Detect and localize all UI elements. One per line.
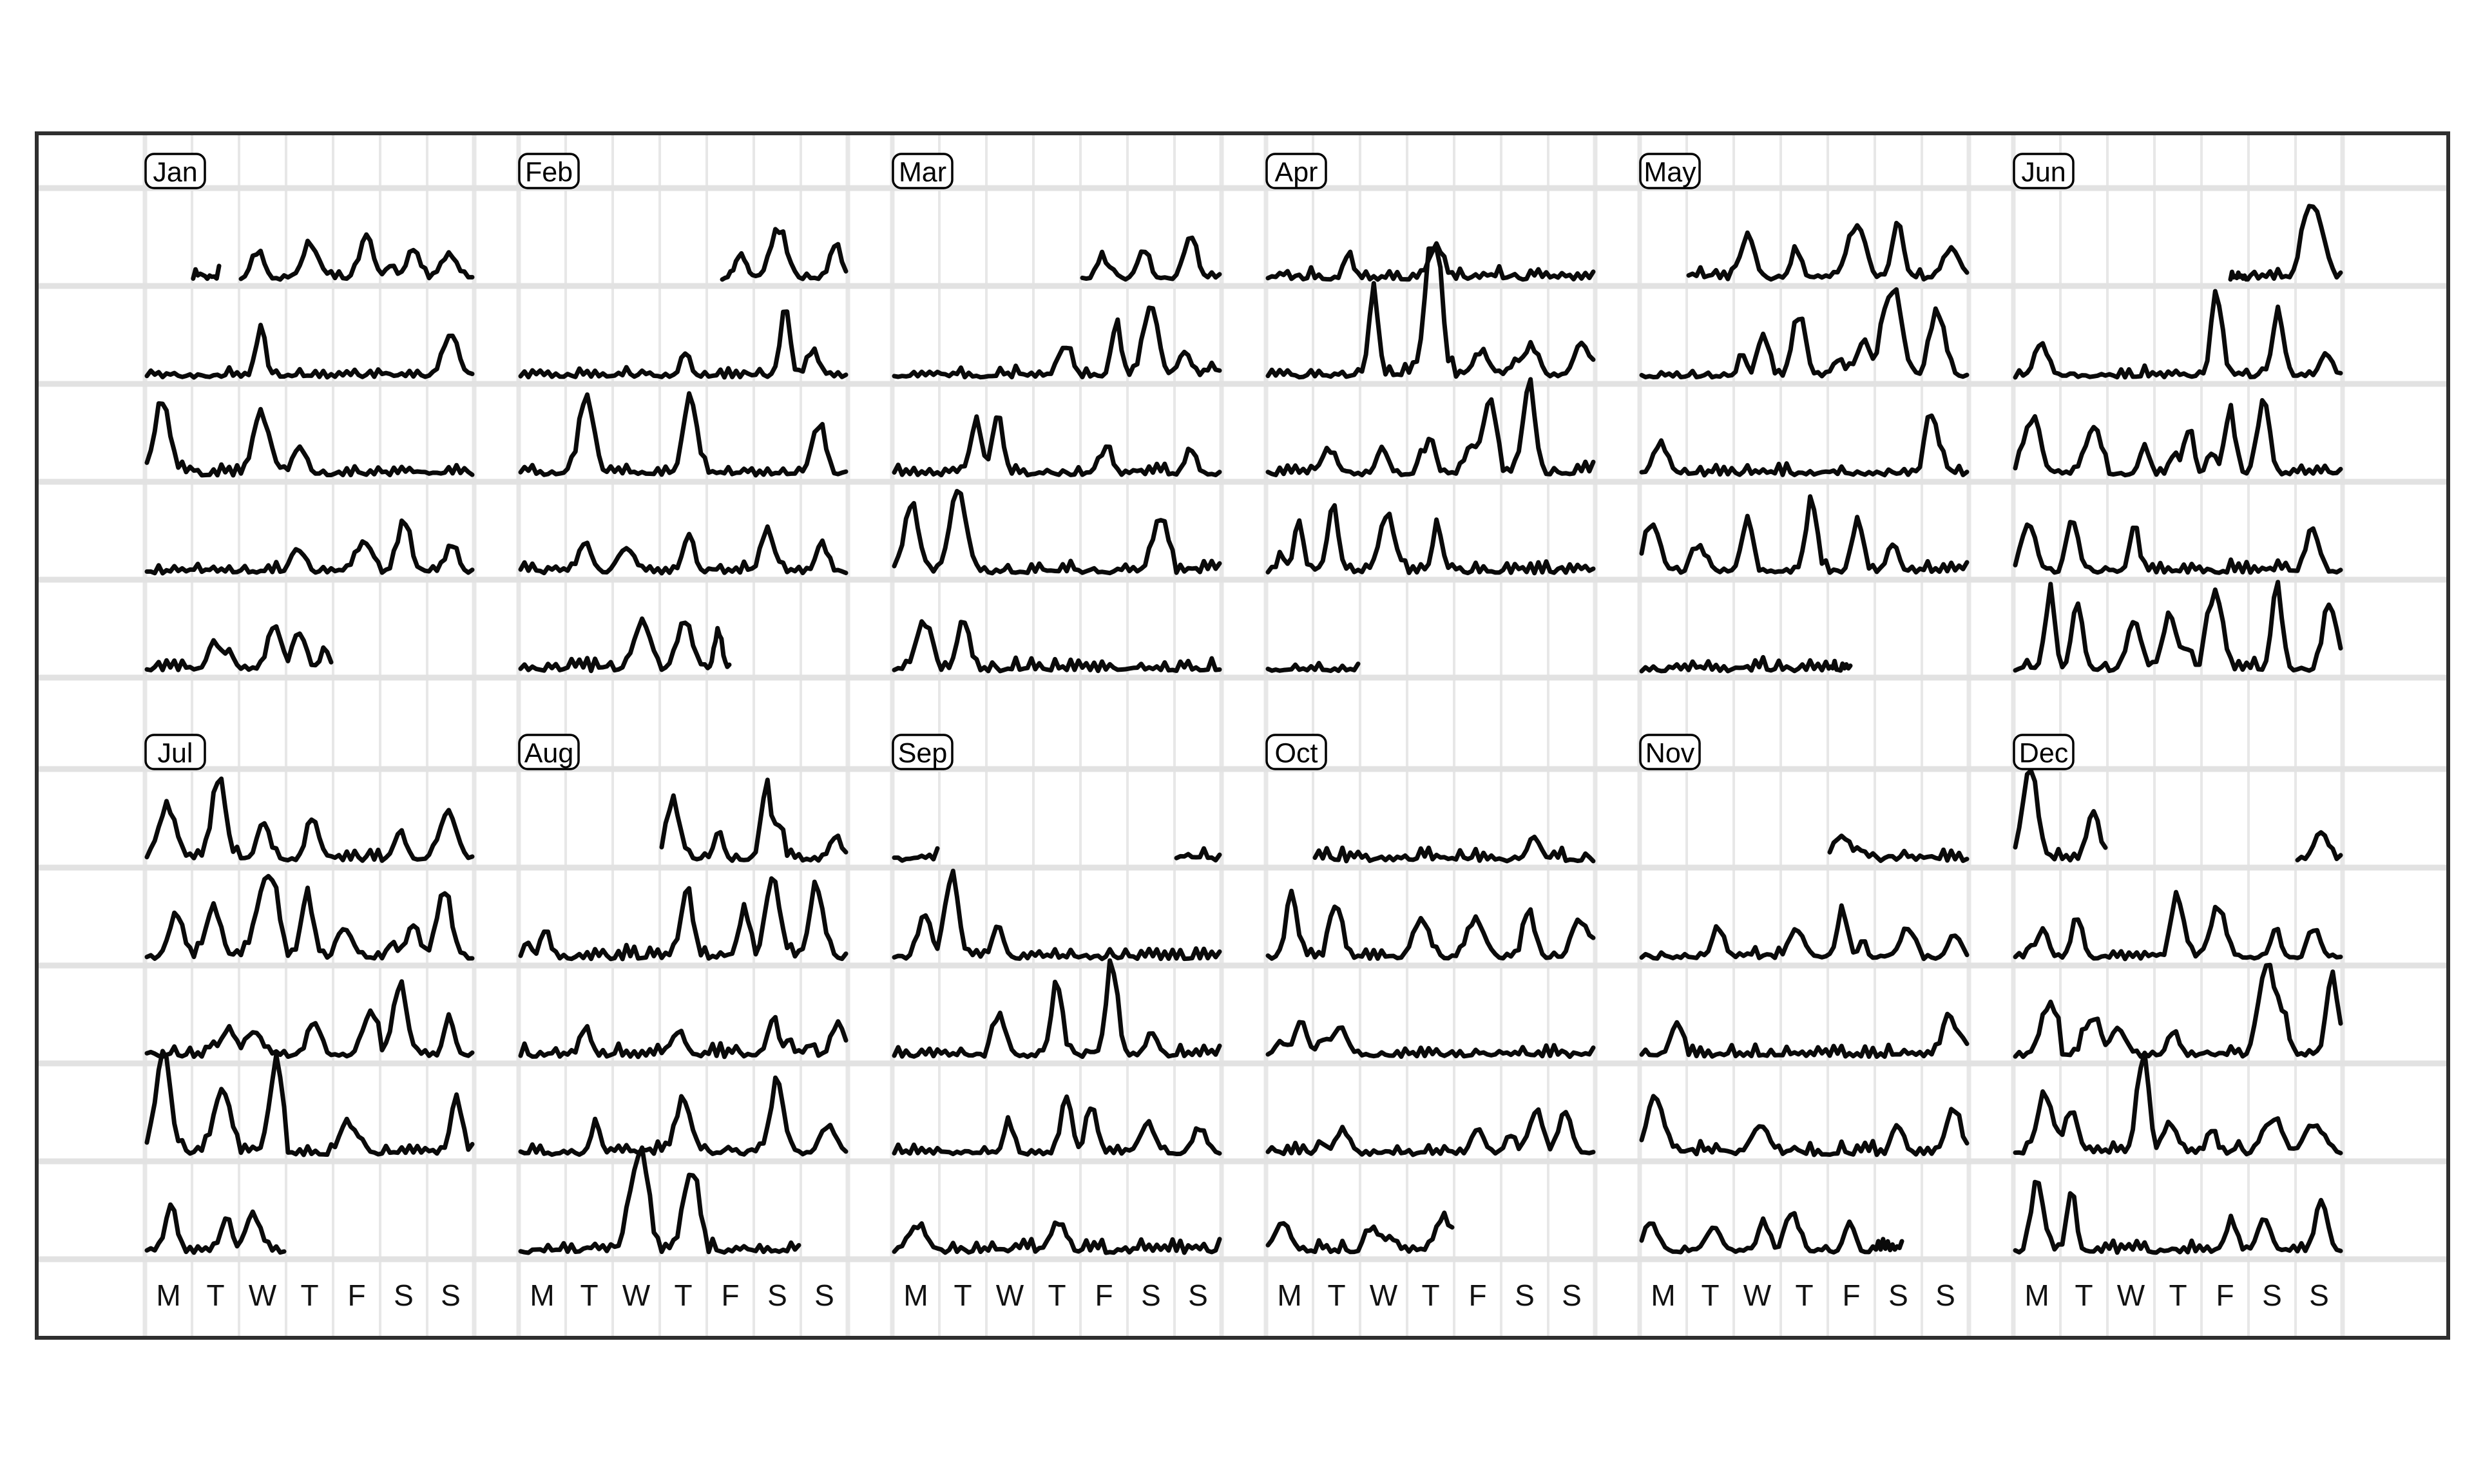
weekday-label-2: W xyxy=(995,1279,1024,1312)
weekday-label-2: W xyxy=(2116,1279,2145,1312)
weekday-label-1: T xyxy=(2075,1279,2093,1312)
weekday-label-6: S xyxy=(814,1279,834,1312)
weekday-label-4: F xyxy=(1842,1279,1861,1312)
weekday-label-6: S xyxy=(1935,1279,1955,1312)
weekday-label-4: F xyxy=(1468,1279,1487,1312)
month-label-aug xyxy=(519,735,579,769)
month-label-may xyxy=(1640,154,1700,188)
weekday-label-0: M xyxy=(2024,1279,2049,1312)
weekday-label-6: S xyxy=(1562,1279,1582,1312)
weekday-label-5: S xyxy=(2262,1279,2282,1312)
weekday-label-3: T xyxy=(2169,1279,2187,1312)
month-label-text: Aug xyxy=(524,737,574,769)
month-label-text: Apr xyxy=(1274,157,1318,188)
month-label-feb xyxy=(519,154,579,188)
weekday-label-1: T xyxy=(1327,1279,1346,1312)
month-label-oct xyxy=(1267,735,1326,769)
weekday-label-0: M xyxy=(1277,1279,1302,1312)
weekday-label-4: F xyxy=(2216,1279,2234,1312)
month-label-text: Oct xyxy=(1274,737,1318,769)
weekday-label-0: M xyxy=(530,1279,555,1312)
month-label-text: Nov xyxy=(1645,737,1695,769)
month-label-sep xyxy=(893,735,952,769)
month-label-jul xyxy=(146,735,205,769)
month-label-text: Mar xyxy=(898,157,947,188)
weekday-label-2: W xyxy=(1743,1279,1772,1312)
weekday-label-5: S xyxy=(1515,1279,1535,1312)
weekday-label-0: M xyxy=(903,1279,928,1312)
weekday-label-5: S xyxy=(394,1279,414,1312)
month-label-text: Feb xyxy=(524,157,573,188)
month-label-text: Dec xyxy=(2019,737,2069,769)
weekday-label-2: W xyxy=(1369,1279,1398,1312)
month-label-jan xyxy=(146,154,205,188)
weekday-label-3: T xyxy=(300,1279,319,1312)
month-label-text: Sep xyxy=(897,737,948,769)
weekday-label-3: T xyxy=(1048,1279,1066,1312)
month-label-text: Jul xyxy=(157,737,193,769)
month-label-text: Jun xyxy=(2021,157,2066,188)
weekday-label-1: T xyxy=(1701,1279,1720,1312)
weekday-label-1: T xyxy=(580,1279,599,1312)
month-label-text: May xyxy=(1644,157,1696,188)
weekday-label-6: S xyxy=(441,1279,461,1312)
weekday-label-2: W xyxy=(248,1279,277,1312)
weekday-label-0: M xyxy=(156,1279,181,1312)
weekday-label-3: T xyxy=(1795,1279,1814,1312)
weekday-label-4: F xyxy=(1095,1279,1113,1312)
weekday-label-5: S xyxy=(767,1279,787,1312)
weekday-label-3: T xyxy=(674,1279,693,1312)
weekday-label-5: S xyxy=(1888,1279,1908,1312)
weekday-label-5: S xyxy=(1141,1279,1161,1312)
weekday-label-2: W xyxy=(622,1279,651,1312)
month-label-mar xyxy=(893,154,952,188)
weekday-label-3: T xyxy=(1421,1279,1440,1312)
weekday-label-1: T xyxy=(206,1279,225,1312)
weekday-label-0: M xyxy=(1651,1279,1676,1312)
weekday-label-4: F xyxy=(347,1279,366,1312)
weekday-label-6: S xyxy=(2309,1279,2329,1312)
month-label-nov xyxy=(1640,735,1700,769)
month-label-jun xyxy=(2014,154,2073,188)
weekday-label-1: T xyxy=(954,1279,972,1312)
month-label-dec xyxy=(2014,735,2073,769)
month-label-apr xyxy=(1267,154,1326,188)
month-label-text: Jan xyxy=(153,157,198,188)
weekday-label-4: F xyxy=(721,1279,740,1312)
weekday-label-6: S xyxy=(1188,1279,1208,1312)
